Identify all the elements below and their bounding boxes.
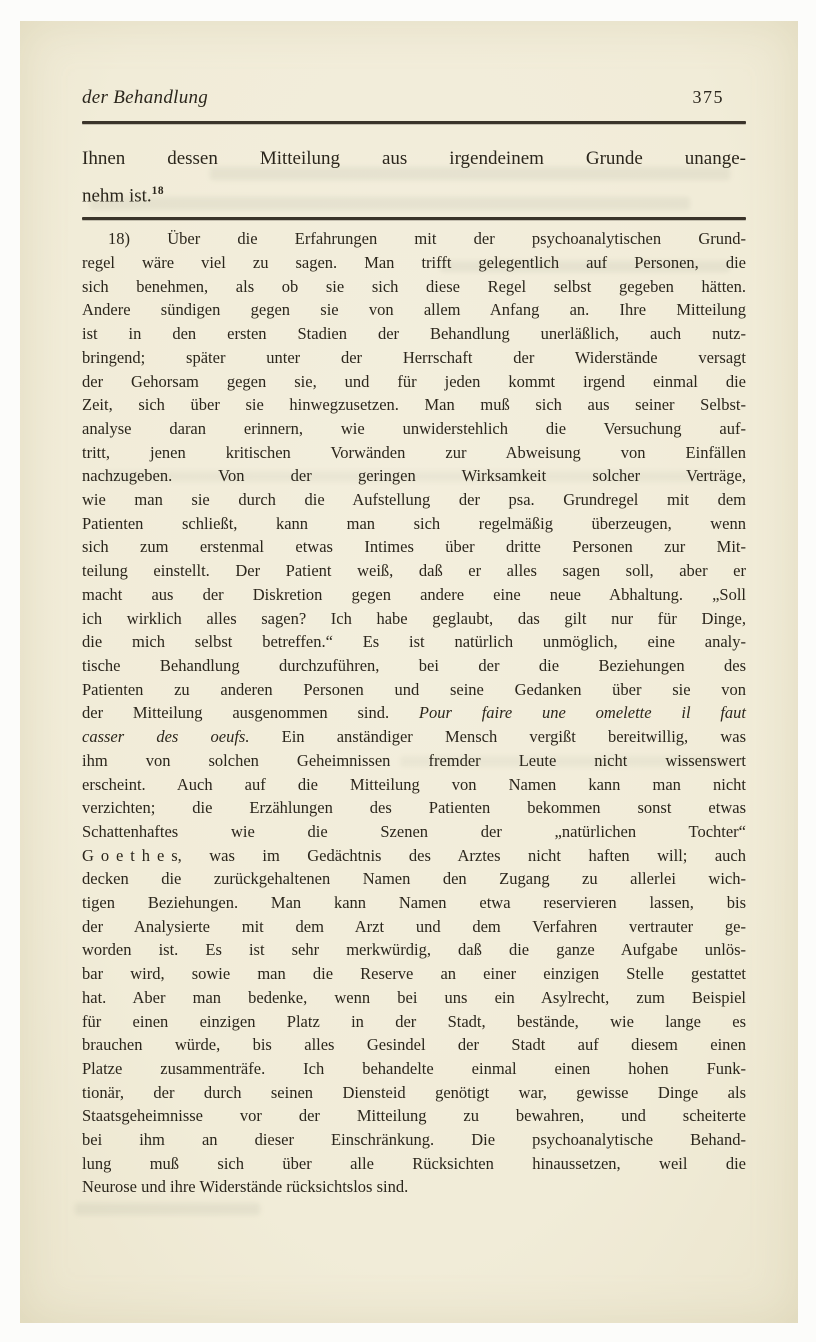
footnote-reference: 18 — [151, 185, 165, 197]
text-line: bringend; später unter der Herrschaft der Widerstände versagt — [82, 347, 746, 367]
text-line: analyse daran erinnern, wie unwiderstehlich die Versuchung auf- — [82, 418, 746, 438]
text-line: Goethes, was im Gedächtnis des Arztes nicht haften will; auch — [82, 845, 746, 865]
text-line: verzichten; die Erzählungen des Patienten bekommen sonst etwas — [82, 798, 746, 818]
text-line: Platze zusammenträfe. Ich behandelte einmal einen hohen Funk- — [82, 1058, 746, 1078]
text-line: Ihnen dessen Mitteilung aus irgendeinem Grunde unange- — [82, 148, 746, 169]
text-line: decken die zurückgehaltenen Namen den Zugang zu allerlei wich- — [82, 869, 746, 889]
text-line: sich benehmen, als ob sie sich diese Regel selbst gegeben hätten. — [82, 276, 746, 296]
running-title: der Behandlung — [82, 87, 209, 108]
text-line: für einen einzigen Platz in der Stadt, bestände, wie lange es — [82, 1011, 746, 1031]
text-line: tigen Beziehungen. Man kann Namen etwa reservieren lassen, bis — [82, 893, 746, 913]
header-rule — [82, 121, 746, 124]
text-line: teilung einstellt. Der Patient weiß, daß er alles sagen soll, aber er — [82, 561, 746, 581]
text-line: der Analysierte mit dem Arzt und dem Verfahren vertrauter ge- — [82, 916, 746, 936]
text-line: lung muß sich über alle Rücksichten hinaussetzen, weil die — [82, 1153, 746, 1173]
text-line: bei ihm an dieser Einschränkung. Die psychoanalytische Behand- — [82, 1130, 746, 1150]
text-line: ich wirklich alles sagen? Ich habe geglaubt, das gilt nur für Dinge, — [82, 608, 746, 628]
text-line: Andere sündigen gegen sie von allem Anfang an. Ihre Mitteilung — [82, 300, 746, 320]
page-header — [82, 85, 746, 110]
body-paragraph — [82, 142, 746, 212]
book-page — [20, 21, 798, 1323]
text-line: Zeit, sich über sie hinwegzusetzen. Man muß sich aus seiner Selbst- — [82, 395, 746, 415]
text-line: bar wird, sowie man die Reserve an einer einzigen Stelle gestattet — [82, 964, 746, 984]
text-line: der Mitteilung ausgenommen sind. Pour faire une omelette il faut — [82, 703, 746, 723]
text-line: Patienten zu anderen Personen und seine Gedanken über sie von — [82, 679, 746, 699]
text-line: hat. Aber man bedenke, wenn bei uns ein Asylrecht, zum Beispiel — [82, 987, 746, 1007]
text-line: worden ist. Es ist sehr merkwürdig, daß die ganze Aufgabe unlös- — [82, 940, 746, 960]
text-line: Schattenhaftes wie die Szenen der „natürlichen Tochter“ — [82, 821, 746, 841]
text-line: regel wäre viel zu sagen. Man trifft gelegentlich auf Personen, die — [82, 253, 746, 273]
text-line: nehm ist.$^{18}$ — [82, 185, 165, 207]
text-line: erscheint. Auch auf die Mitteilung von Namen kann man nicht — [82, 774, 746, 794]
text-line: tionär, der durch seinen Diensteid genötigt war, gewisse Dinge als — [82, 1082, 746, 1102]
text-line: casser des oeufs. Ein anständiger Mensch vergißt bereitwillig, was — [82, 727, 747, 747]
text-line: tritt, jenen kritischen Vorwänden zur Abweisung von Einfällen — [82, 442, 746, 462]
text-line: brauchen würde, bis alles Gesindel der Stadt auf diesem einen — [82, 1035, 746, 1055]
text-column — [82, 85, 746, 1199]
text-line: sich zum erstenmal etwas Intimes über dritte Personen zur Mit- — [82, 537, 746, 557]
footnote-separator — [82, 217, 746, 220]
show-through-artifact — [75, 1203, 260, 1215]
text-line: ist in den ersten Stadien der Behandlung unerläßlich, auch nutz- — [82, 324, 746, 344]
text-line: wie man sie durch die Aufstellung der psa. Grundregel mit dem — [82, 490, 746, 510]
text-line: Staatsgeheimnisse vor der Mitteilung zu bewahren, und scheiterte — [82, 1106, 746, 1126]
text-line: Neurose und ihre Widerstände rücksichtslos sind. — [82, 1177, 409, 1197]
text-line: ihm von solchen Geheimnissen fremder Leute nicht wissenswert — [82, 750, 746, 770]
page-number: 375 — [692, 87, 724, 107]
text-line: Patienten schließt, kann man sich regelmäßig überzeugen, wenn — [82, 513, 746, 533]
text-line: 18) Über die Erfahrungen mit der psychoanalytischen Grund- — [108, 229, 746, 249]
footnote — [82, 227, 746, 1199]
text-line: der Gehorsam gegen sie, und für jeden kommt irgend einmal die — [82, 371, 746, 391]
text-line: nachzugeben. Von der geringen Wirksamkeit solcher Verträge, — [82, 466, 746, 486]
text-line: tische Behandlung durchzuführen, bei der die Beziehungen des — [82, 655, 746, 675]
text-line: die mich selbst betreffen.“ Es ist natürlich unmöglich, eine analy- — [82, 632, 746, 652]
text-line: macht aus der Diskretion gegen andere eine neue Abhaltung. „Soll — [82, 584, 746, 604]
